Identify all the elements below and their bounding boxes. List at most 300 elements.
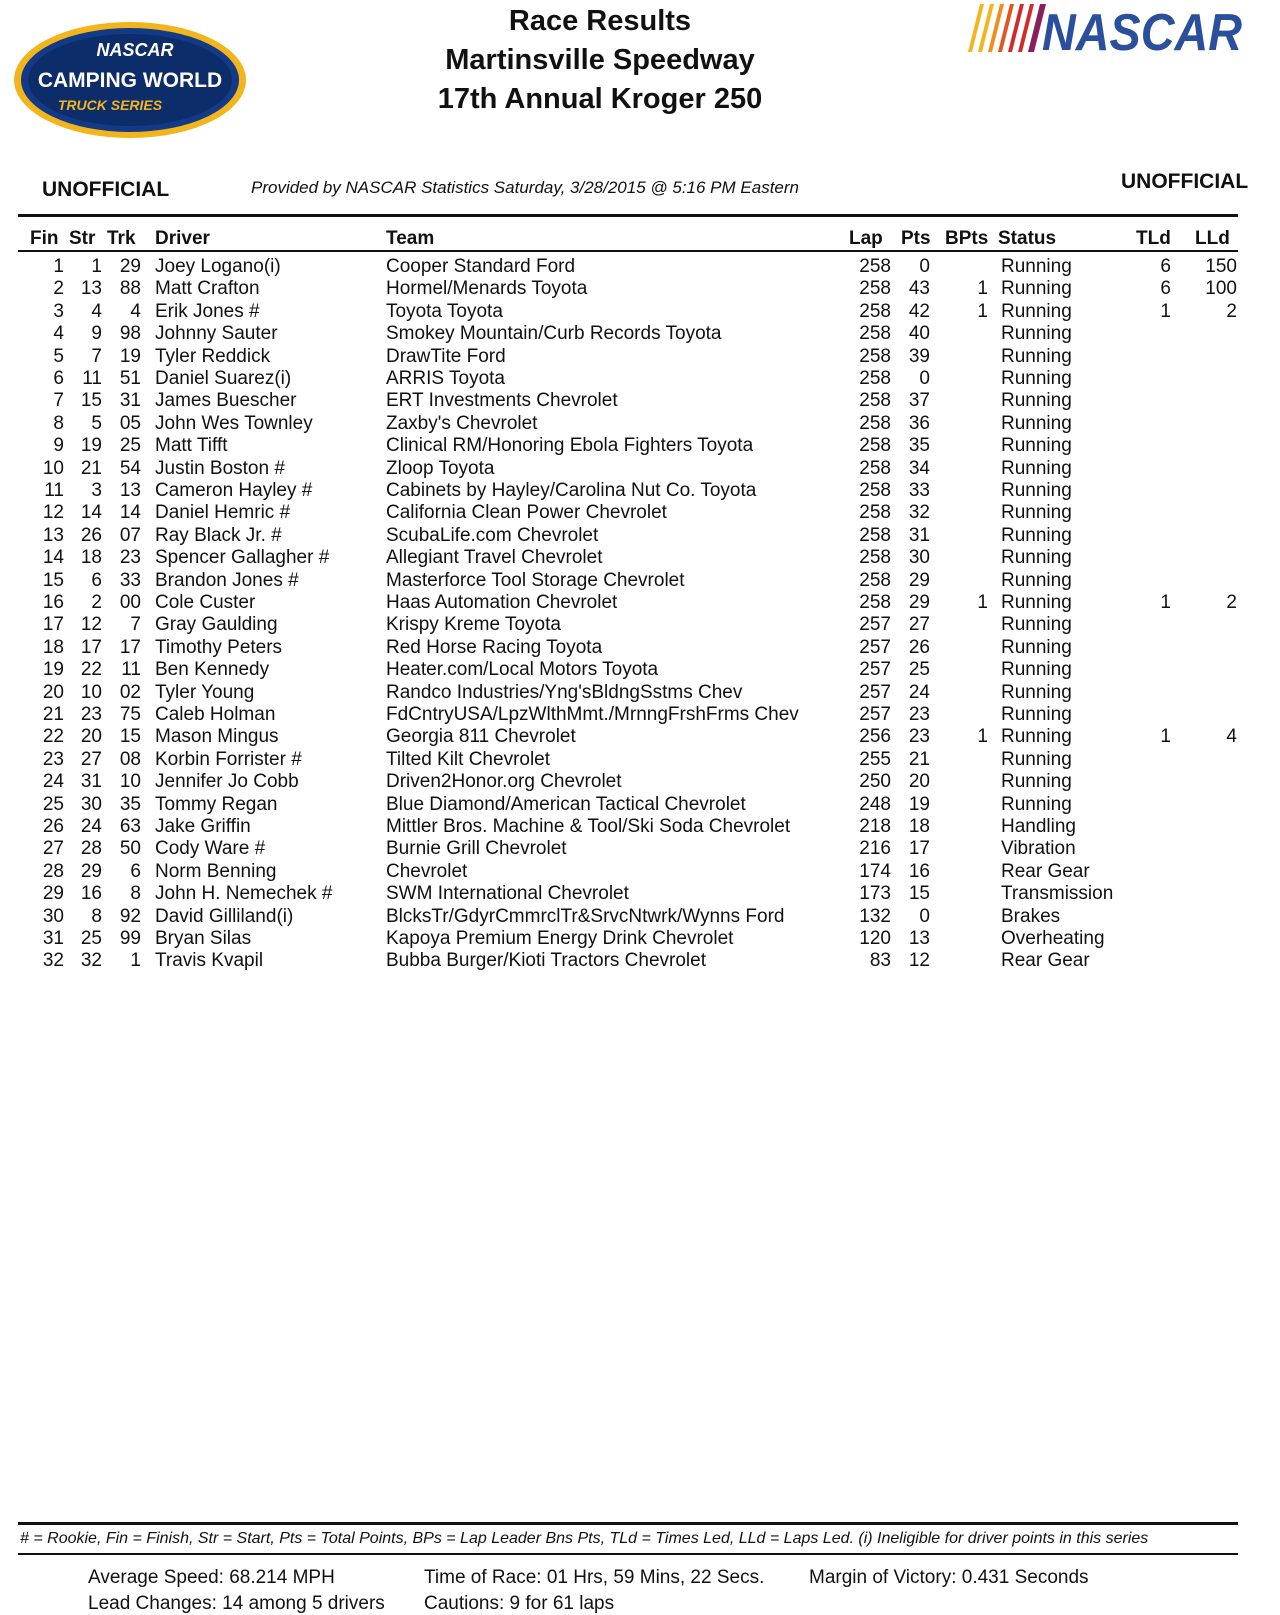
lap-cell: 257	[859, 659, 891, 680]
trk-cell: 92	[119, 906, 141, 927]
driver-cell: Matt Crafton	[155, 278, 260, 299]
driver-cell: Daniel Suarez(i)	[155, 368, 292, 389]
driver-cell: David Gilliland(i)	[155, 906, 294, 927]
trk-cell: 63	[119, 816, 141, 837]
str-cell: 31	[80, 771, 102, 792]
pts-cell: 0	[919, 256, 930, 277]
status-cell: Brakes	[1001, 906, 1061, 927]
trk-cell: 05	[119, 413, 141, 434]
pts-cell: 37	[908, 390, 930, 411]
title-line-3: 17th Annual Kroger 250	[437, 83, 763, 115]
tld-cell: 6	[1160, 278, 1171, 299]
pts-cell: 27	[908, 614, 930, 635]
lap-cell: 258	[859, 435, 891, 456]
team-cell: Zaxby's Chevrolet	[386, 413, 538, 434]
lap-cell: 216	[859, 838, 891, 859]
driver-cell: Tommy Regan	[155, 794, 278, 815]
table-row	[0, 950, 1280, 972]
lap-cell: 258	[859, 256, 891, 277]
status-cell: Running	[1001, 749, 1072, 770]
fin-cell: 16	[42, 592, 64, 613]
pts-cell: 30	[908, 547, 930, 568]
status-cell: Running	[1001, 502, 1072, 523]
table-row	[0, 502, 1280, 524]
fin-cell: 24	[42, 771, 64, 792]
driver-cell: John Wes Townley	[155, 413, 313, 434]
unofficial-label-right: UNOFFICIAL	[1121, 170, 1249, 193]
trk-cell: 17	[119, 637, 141, 658]
fin-cell: 22	[42, 726, 64, 747]
pts-cell: 15	[908, 883, 930, 904]
team-cell: Heater.com/Local Motors Toyota	[386, 659, 659, 680]
driver-cell: Travis Kvapil	[155, 950, 264, 971]
str-cell: 28	[80, 838, 102, 859]
team-cell: Zloop Toyota	[386, 458, 495, 479]
tld-cell: 1	[1160, 726, 1171, 747]
status-cell: Running	[1001, 570, 1072, 591]
pts-cell: 0	[919, 906, 930, 927]
trk-cell: 54	[119, 458, 141, 479]
pts-cell: 29	[908, 570, 930, 591]
status-cell: Running	[1001, 547, 1072, 568]
status-cell: Running	[1001, 458, 1072, 479]
fin-cell: 21	[42, 704, 64, 725]
lld-cell: 4	[1226, 726, 1237, 747]
trk-cell: 13	[119, 480, 141, 501]
status-cell: Running	[1001, 368, 1072, 389]
pts-cell: 34	[908, 458, 930, 479]
pts-cell: 24	[908, 682, 930, 703]
table-row	[0, 928, 1280, 950]
str-cell: 19	[80, 435, 102, 456]
lap-cell: 83	[869, 950, 891, 971]
logo-nascar-wordmark: NASCAR	[1042, 4, 1243, 56]
time-of-race: Time of Race: 01 Hrs, 59 Mins, 22 Secs.	[424, 1567, 765, 1588]
team-cell: Masterforce Tool Storage Chevrolet	[386, 570, 685, 591]
str-cell: 16	[80, 883, 102, 904]
str-cell: 23	[80, 704, 102, 725]
status-cell: Running	[1001, 413, 1072, 434]
column-pts-header: Pts	[901, 228, 931, 249]
fin-cell: 19	[42, 659, 64, 680]
column-str-header: Str	[69, 228, 96, 249]
status-cell: Running	[1001, 659, 1072, 680]
trk-cell: 99	[119, 928, 141, 949]
unofficial-label-left: UNOFFICIAL	[42, 178, 170, 201]
lap-cell: 258	[859, 368, 891, 389]
lap-cell: 258	[859, 458, 891, 479]
column-bpts-header: BPts	[945, 228, 989, 249]
camping-world-truck-series-logo	[10, 14, 250, 144]
trk-cell: 51	[119, 368, 141, 389]
driver-cell: Spencer Gallagher #	[155, 547, 330, 568]
pts-cell: 0	[919, 368, 930, 389]
bpts-cell: 1	[977, 301, 988, 322]
pts-cell: 17	[908, 838, 930, 859]
str-cell: 27	[80, 749, 102, 770]
trk-cell: 11	[121, 659, 141, 680]
trk-cell: 35	[119, 794, 141, 815]
lap-cell: 250	[859, 771, 891, 792]
table-row	[0, 614, 1280, 636]
status-cell: Running	[1001, 614, 1072, 635]
pts-cell: 36	[908, 413, 930, 434]
fin-cell: 9	[53, 435, 64, 456]
trk-cell: 98	[119, 323, 141, 344]
fin-cell: 23	[42, 749, 64, 770]
trk-cell: 23	[119, 547, 141, 568]
pts-cell: 23	[908, 726, 930, 747]
tld-cell: 1	[1160, 592, 1171, 613]
fin-cell: 2	[53, 278, 64, 299]
str-cell: 13	[80, 278, 102, 299]
str-cell: 1	[91, 256, 102, 277]
team-cell: Allegiant Travel Chevrolet	[386, 547, 603, 568]
status-cell: Vibration	[1001, 838, 1076, 859]
pts-cell: 33	[908, 480, 930, 501]
lld-cell: 150	[1205, 256, 1237, 277]
str-cell: 7	[91, 346, 102, 367]
bpts-cell: 1	[977, 592, 988, 613]
pts-cell: 43	[908, 278, 930, 299]
driver-cell: James Buescher	[155, 390, 297, 411]
status-cell: Running	[1001, 323, 1072, 344]
driver-cell: Justin Boston #	[155, 458, 285, 479]
logo-nascar-text: NASCAR	[96, 40, 174, 60]
fin-cell: 31	[42, 928, 64, 949]
trk-cell: 29	[119, 256, 141, 277]
str-cell: 25	[80, 928, 102, 949]
status-cell: Overheating	[1001, 928, 1105, 949]
table-row	[0, 458, 1280, 480]
lap-cell: 258	[859, 502, 891, 523]
team-cell: Chevrolet	[386, 861, 468, 882]
driver-cell: Daniel Hemric #	[155, 502, 291, 523]
team-cell: Blue Diamond/American Tactical Chevrolet	[386, 794, 746, 815]
average-speed: Average Speed: 68.214 MPH	[88, 1567, 335, 1588]
fin-cell: 27	[42, 838, 64, 859]
driver-cell: Cameron Hayley #	[155, 480, 313, 501]
margin-of-victory: Margin of Victory: 0.431 Seconds	[809, 1567, 1089, 1588]
driver-cell: Bryan Silas	[155, 928, 252, 949]
str-cell: 3	[91, 480, 102, 501]
lap-cell: 258	[859, 301, 891, 322]
status-cell: Running	[1001, 346, 1072, 367]
table-row	[0, 906, 1280, 928]
pts-cell: 21	[908, 749, 930, 770]
table-row	[0, 480, 1280, 502]
trk-cell: 31	[119, 390, 141, 411]
pts-cell: 32	[908, 502, 930, 523]
str-cell: 32	[80, 950, 102, 971]
str-cell: 22	[80, 659, 102, 680]
driver-cell: Jennifer Jo Cobb	[155, 771, 299, 792]
str-cell: 8	[91, 906, 102, 927]
fin-cell: 6	[53, 368, 64, 389]
lap-cell: 257	[859, 704, 891, 725]
bpts-cell: 1	[977, 278, 988, 299]
trk-cell: 7	[130, 614, 141, 635]
str-cell: 24	[80, 816, 102, 837]
str-cell: 5	[91, 413, 102, 434]
pts-cell: 20	[908, 771, 930, 792]
lap-cell: 256	[859, 726, 891, 747]
table-row	[0, 301, 1280, 323]
pts-cell: 31	[908, 525, 930, 546]
lap-cell: 258	[859, 480, 891, 501]
table-row	[0, 726, 1280, 748]
tld-cell: 1	[1160, 301, 1171, 322]
table-row	[0, 368, 1280, 390]
driver-cell: Brandon Jones #	[155, 570, 299, 591]
pts-cell: 25	[908, 659, 930, 680]
pts-cell: 26	[908, 637, 930, 658]
table-row	[0, 390, 1280, 412]
team-cell: California Clean Power Chevrolet	[386, 502, 667, 523]
trk-cell: 1	[130, 950, 141, 971]
trk-cell: 10	[119, 771, 141, 792]
str-cell: 29	[80, 861, 102, 882]
column-lap-header: Lap	[849, 228, 883, 249]
lap-cell: 255	[859, 749, 891, 770]
pts-cell: 23	[908, 704, 930, 725]
status-cell: Running	[1001, 637, 1072, 658]
fin-cell: 8	[53, 413, 64, 434]
fin-cell: 13	[42, 525, 64, 546]
title-line-2: Martinsville Speedway	[445, 44, 755, 76]
pts-cell: 35	[908, 435, 930, 456]
lead-changes: Lead Changes: 14 among 5 drivers	[88, 1593, 385, 1614]
logo-truck-series-text: TRUCK SERIES	[57, 97, 163, 113]
abbreviation-legend: # = Rookie, Fin = Finish, Str = Start, Pts = Total Points, BPs = Lap Leader Bns Pts, TLd = Times Led, LLd = Laps Led. (i) Ineligible for driver points in this series	[20, 1530, 1149, 1547]
lap-cell: 174	[859, 861, 891, 882]
team-cell: Clinical RM/Honoring Ebola Fighters Toyota	[386, 435, 754, 456]
lap-cell: 257	[859, 637, 891, 658]
trk-cell: 4	[130, 301, 141, 322]
team-cell: ScubaLife.com Chevrolet	[386, 525, 599, 546]
table-row	[0, 413, 1280, 435]
status-cell: Rear Gear	[1001, 861, 1090, 882]
driver-cell: John H. Nemechek #	[155, 883, 333, 904]
driver-cell: Norm Benning	[155, 861, 277, 882]
trk-cell: 00	[119, 592, 141, 613]
lap-cell: 257	[859, 614, 891, 635]
team-cell: SWM International Chevrolet	[386, 883, 629, 904]
driver-cell: Matt Tifft	[155, 435, 228, 456]
driver-cell: Cody Ware #	[155, 838, 266, 859]
pts-cell: 18	[908, 816, 930, 837]
lap-cell: 258	[859, 278, 891, 299]
provided-by-line: Provided by NASCAR Statistics Saturday, 3/28/2015 @ 5:16 PM Eastern	[251, 178, 799, 197]
fin-cell: 32	[42, 950, 64, 971]
lap-cell: 257	[859, 682, 891, 703]
header-top-rule	[18, 214, 1238, 217]
column-fin-header: Fin	[30, 228, 59, 249]
table-row	[0, 256, 1280, 278]
status-cell: Running	[1001, 301, 1072, 322]
trk-cell: 33	[119, 570, 141, 591]
driver-cell: Korbin Forrister #	[155, 749, 302, 770]
lap-cell: 258	[859, 570, 891, 591]
column-lld-header: LLd	[1195, 228, 1230, 249]
fin-cell: 18	[42, 637, 64, 658]
status-cell: Running	[1001, 435, 1072, 456]
status-cell: Running	[1001, 480, 1072, 501]
pts-cell: 29	[908, 592, 930, 613]
fin-cell: 26	[42, 816, 64, 837]
str-cell: 15	[80, 390, 102, 411]
driver-cell: Joey Logano(i)	[155, 256, 281, 277]
status-cell: Running	[1001, 771, 1072, 792]
lap-cell: 258	[859, 525, 891, 546]
str-cell: 26	[80, 525, 102, 546]
status-cell: Handling	[1001, 816, 1076, 837]
fin-cell: 20	[42, 682, 64, 703]
str-cell: 12	[80, 614, 102, 635]
lap-cell: 258	[859, 346, 891, 367]
team-cell: Krispy Kreme Toyota	[386, 614, 561, 635]
fin-cell: 30	[42, 906, 64, 927]
trk-cell: 15	[119, 726, 141, 747]
column-tld-header: TLd	[1136, 228, 1171, 249]
fin-cell: 10	[42, 458, 64, 479]
lap-cell: 258	[859, 390, 891, 411]
pts-cell: 42	[908, 301, 930, 322]
pts-cell: 19	[908, 794, 930, 815]
team-cell: Toyota Toyota	[386, 301, 503, 322]
team-cell: DrawTite Ford	[386, 346, 506, 367]
table-row	[0, 794, 1280, 816]
bpts-cell: 1	[977, 726, 988, 747]
lap-cell: 258	[859, 323, 891, 344]
trk-cell: 02	[119, 682, 141, 703]
driver-cell: Cole Custer	[155, 592, 256, 613]
str-cell: 21	[80, 458, 102, 479]
team-cell: Driven2Honor.org Chevrolet	[386, 771, 622, 792]
footer-top-rule	[18, 1522, 1238, 1525]
table-row	[0, 838, 1280, 860]
table-row	[0, 637, 1280, 659]
lap-cell: 248	[859, 794, 891, 815]
lap-cell: 258	[859, 547, 891, 568]
status-cell: Running	[1001, 682, 1072, 703]
driver-cell: Caleb Holman	[155, 704, 276, 725]
table-row	[0, 278, 1280, 300]
nascar-logo	[960, 2, 1256, 56]
column-trk-header: Trk	[107, 228, 136, 249]
lap-cell: 132	[859, 906, 891, 927]
table-row	[0, 749, 1280, 771]
team-cell: Cabinets by Hayley/Carolina Nut Co. Toyota	[386, 480, 757, 501]
team-cell: ARRIS Toyota	[386, 368, 505, 389]
tld-cell: 6	[1160, 256, 1171, 277]
driver-cell: Johnny Sauter	[155, 323, 278, 344]
fin-cell: 15	[42, 570, 64, 591]
lap-cell: 120	[859, 928, 891, 949]
table-row	[0, 570, 1280, 592]
str-cell: 20	[80, 726, 102, 747]
lap-cell: 258	[859, 592, 891, 613]
driver-cell: Erik Jones #	[155, 301, 260, 322]
driver-cell: Mason Mingus	[155, 726, 279, 747]
footer-bottom-rule	[18, 1553, 1238, 1555]
fin-cell: 25	[42, 794, 64, 815]
team-cell: Red Horse Racing Toyota	[386, 637, 603, 658]
team-cell: BlcksTr/GdyrCmmrclTr&SrvcNtwrk/Wynns Ford	[386, 906, 785, 927]
trk-cell: 75	[119, 704, 141, 725]
pts-cell: 16	[908, 861, 930, 882]
team-cell: Smokey Mountain/Curb Records Toyota	[386, 323, 722, 344]
team-cell: Kapoya Premium Energy Drink Chevrolet	[386, 928, 734, 949]
str-cell: 30	[80, 794, 102, 815]
status-cell: Running	[1001, 525, 1072, 546]
trk-cell: 88	[119, 278, 141, 299]
trk-cell: 25	[119, 435, 141, 456]
fin-cell: 17	[42, 614, 64, 635]
fin-cell: 11	[44, 480, 64, 501]
column-team-header: Team	[386, 228, 435, 249]
fin-cell: 4	[53, 323, 64, 344]
pts-cell: 12	[908, 950, 930, 971]
status-cell: Running	[1001, 390, 1072, 411]
trk-cell: 14	[119, 502, 141, 523]
logo-camping-world-text: CAMPING WORLD	[37, 69, 223, 92]
fin-cell: 12	[42, 502, 64, 523]
status-cell: Running	[1001, 278, 1072, 299]
column-driver-header: Driver	[155, 228, 210, 249]
lap-cell: 173	[859, 883, 891, 904]
table-row	[0, 771, 1280, 793]
lld-cell: 2	[1226, 301, 1237, 322]
fin-cell: 29	[42, 883, 64, 904]
lap-cell: 258	[859, 413, 891, 434]
driver-cell: Ray Black Jr. #	[155, 525, 282, 546]
team-cell: Mittler Bros. Machine & Tool/Ski Soda Chevrolet	[386, 816, 791, 837]
report-title	[360, 2, 840, 119]
str-cell: 18	[80, 547, 102, 568]
status-cell: Running	[1001, 256, 1072, 277]
team-cell: Hormel/Menards Toyota	[386, 278, 588, 299]
table-row	[0, 346, 1280, 368]
status-cell: Running	[1001, 704, 1072, 725]
team-cell: Bubba Burger/Kioti Tractors Chevrolet	[386, 950, 706, 971]
team-cell: ERT Investments Chevrolet	[386, 390, 618, 411]
lld-cell: 100	[1205, 278, 1237, 299]
pts-cell: 40	[908, 323, 930, 344]
trk-cell: 07	[119, 525, 141, 546]
str-cell: 14	[80, 502, 102, 523]
header-bottom-rule	[18, 250, 1238, 252]
str-cell: 4	[91, 301, 102, 322]
fin-cell: 5	[53, 346, 64, 367]
table-row	[0, 682, 1280, 704]
fin-cell: 7	[53, 390, 64, 411]
status-cell: Transmission	[1001, 883, 1114, 904]
trk-cell: 6	[130, 861, 141, 882]
trk-cell: 08	[119, 749, 141, 770]
column-status-header: Status	[998, 228, 1057, 249]
team-cell: Randco Industries/Yng'sBldngSstms Chev	[386, 682, 743, 703]
driver-cell: Gray Gaulding	[155, 614, 278, 635]
table-row	[0, 547, 1280, 569]
table-row	[0, 883, 1280, 905]
driver-cell: Tyler Young	[155, 682, 255, 703]
driver-cell: Ben Kennedy	[155, 659, 270, 680]
team-cell: Cooper Standard Ford	[386, 256, 576, 277]
team-cell: Haas Automation Chevrolet	[386, 592, 618, 613]
team-cell: Burnie Grill Chevrolet	[386, 838, 567, 859]
table-row	[0, 323, 1280, 345]
